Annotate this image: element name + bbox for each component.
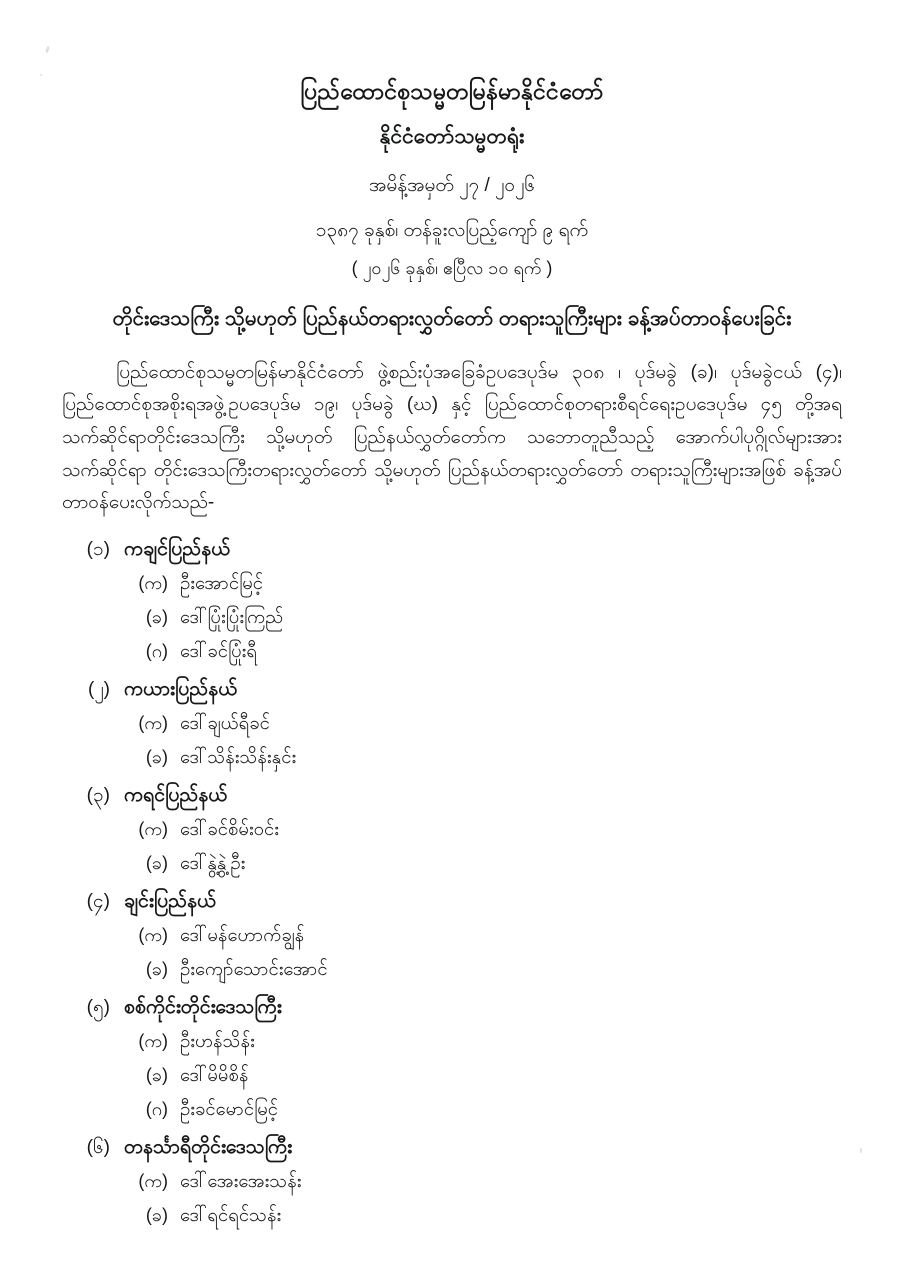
person-label: (ခ) bbox=[145, 853, 168, 874]
person-name: ဒေါ်သိန်းသိန်းနှင်း bbox=[180, 746, 297, 768]
state-group bbox=[62, 536, 842, 667]
person-name: ဦးကျော်သောင်းအောင် bbox=[180, 958, 328, 980]
list-item bbox=[62, 1063, 842, 1091]
list-item bbox=[62, 1097, 842, 1125]
document-title: တိုင်းဒေသကြီး သို့မဟုတ် ပြည်နယ်တရားလွှတ်တော် တရားသူကြီးများ ခန့်အပ်တာဝန်ပေးခြင်း bbox=[112, 307, 792, 330]
list-item bbox=[62, 851, 842, 879]
state-number: (၃) bbox=[86, 785, 110, 807]
state-name: စစ်ကိုင်းတိုင်းဒေသကြီး bbox=[124, 996, 282, 1019]
scan-speck bbox=[45, 46, 50, 54]
date-gregorian: ( ၂၀၂၆ ခုနှစ်၊ ဧပြီလ ၁၀ ရက် ) bbox=[351, 258, 553, 278]
person-label: (ခ) bbox=[145, 607, 168, 628]
state-heading bbox=[62, 536, 842, 565]
state-group bbox=[62, 994, 842, 1125]
person-name: ဦးအောင်မြင့် bbox=[180, 572, 264, 594]
scan-speck bbox=[40, 74, 42, 76]
list-item bbox=[62, 1029, 842, 1057]
person-label: (က) bbox=[138, 713, 168, 734]
person-name: ဒေါ်ရင်ရင်သန်း bbox=[180, 1204, 282, 1226]
state-heading bbox=[62, 888, 842, 917]
person-label: (ဂ) bbox=[145, 641, 168, 662]
state-heading bbox=[62, 1134, 842, 1163]
document-header-line-1: ပြည်ထောင်စုသမ္မတမြန်မာနိုင်ငံတော် bbox=[300, 78, 604, 104]
person-name: ဒေါ်အေးအေးသန်း bbox=[180, 1170, 302, 1192]
state-group bbox=[62, 676, 842, 773]
list-item bbox=[62, 817, 842, 845]
state-name: ကရင်ပြည်နယ် bbox=[124, 784, 228, 807]
person-label: (ခ) bbox=[145, 959, 168, 980]
list-item bbox=[62, 571, 842, 599]
scan-speck bbox=[860, 1148, 862, 1153]
person-name: ဒေါ်မိမိစိန် bbox=[180, 1064, 249, 1086]
person-name: ဒေါ်မန်ဟောက်ချွန် bbox=[180, 924, 305, 946]
person-name: ဒေါ်ချယ်ရီခင် bbox=[180, 712, 270, 734]
document-header-line-2: နိုင်ငံတော်သမ္မတရုံး bbox=[379, 124, 525, 148]
list-item bbox=[62, 923, 842, 951]
state-group bbox=[62, 1134, 842, 1231]
state-heading bbox=[62, 676, 842, 705]
state-name: တနင်္သာရီတိုင်းဒေသကြီး bbox=[124, 1136, 293, 1159]
list-item bbox=[62, 605, 842, 633]
state-number: (၆) bbox=[86, 1137, 110, 1159]
person-label: (ခ) bbox=[145, 1205, 168, 1226]
list-item bbox=[62, 711, 842, 739]
person-name: ဒေါ်နွဲ့နွဲ့ဦး bbox=[180, 852, 246, 874]
state-heading bbox=[62, 994, 842, 1023]
list-item bbox=[62, 1169, 842, 1197]
person-name: ဒေါ်ပြုံးပြုံးကြည် bbox=[180, 606, 284, 628]
state-name: ကချင်ပြည်နယ် bbox=[124, 538, 231, 561]
person-label: (က) bbox=[138, 925, 168, 946]
date-burmese: ၁၃၈၇ ခုနှစ်၊ တန်ခူးလပြည့်ကျော် ၉ ရက် bbox=[315, 219, 589, 241]
body-paragraph: ပြည်ထောင်စုသမ္မတမြန်မာနိုင်ငံတော် ဖွဲ့စည်းပုံအခြေခံဥပဒေပုဒ်မ ၃၀၈ ၊ ပုဒ်မခွဲ (ခ)၊ ပုဒ်မခွဲငယ် (၄)၊ ပြည်ထောင်စုအစိုးရအဖွဲ့ဥပဒေပုဒ်မ ၁၉၊ ပုဒ်မခွဲ (ဃ) နှင့် ပြည်ထောင်စုတရားစီရင်ရေးဥပဒေပုဒ်မ ၄၅ တို့အရ သက်ဆိုင်ရာတိုင်းဒေသကြီး သို့မဟုတ် ပြည်နယ်လွှတ်တော်က သဘောတူညီသည့် အောက်ပါပုဂ္ဂိုလ်များအား သက်ဆိုင်ရာ တိုင်းဒေသကြီးတရားလွှတ်တော် သို့မဟုတ် ပြည်နယ်တရားလွှတ်တော် တရားသူကြီးများအဖြစ် ခန့်အပ်တာဝန်ပေးလိုက်သည်- bbox=[62, 361, 842, 514]
state-group bbox=[62, 782, 842, 879]
list-item bbox=[62, 1203, 842, 1231]
person-label: (ခ) bbox=[145, 1065, 168, 1086]
person-label: (ခ) bbox=[145, 747, 168, 768]
person-label: (ဂ) bbox=[145, 1099, 168, 1120]
state-number: (၄) bbox=[86, 891, 110, 913]
state-number: (၂) bbox=[88, 679, 110, 701]
person-name: ဒေါ်ခင်ပြုံးရီ bbox=[180, 640, 257, 662]
order-number: အမိန့်အမှတ် ၂၇ / ၂၀၂၆ bbox=[368, 175, 536, 196]
person-label: (က) bbox=[138, 819, 168, 840]
person-name: ဦးဟန်သိန်း bbox=[180, 1030, 255, 1052]
state-name: ကယားပြည်နယ် bbox=[124, 678, 238, 701]
person-name: ဒေါ်ခင်စိမ်းဝင်း bbox=[180, 818, 280, 840]
person-label: (က) bbox=[138, 1031, 168, 1052]
person-label: (က) bbox=[138, 573, 168, 594]
list-item bbox=[62, 745, 842, 773]
person-name: ဦးခင်မောင်မြင့် bbox=[180, 1098, 279, 1120]
document-body bbox=[62, 357, 842, 520]
state-group bbox=[62, 888, 842, 985]
list-item bbox=[62, 639, 842, 667]
list-item bbox=[62, 957, 842, 985]
person-label: (က) bbox=[138, 1171, 168, 1192]
appointments-list bbox=[62, 536, 842, 1231]
state-number: (၁) bbox=[86, 539, 110, 561]
state-name: ချင်းပြည်နယ် bbox=[124, 890, 217, 913]
state-heading bbox=[62, 782, 842, 811]
state-number: (၅) bbox=[86, 997, 110, 1019]
